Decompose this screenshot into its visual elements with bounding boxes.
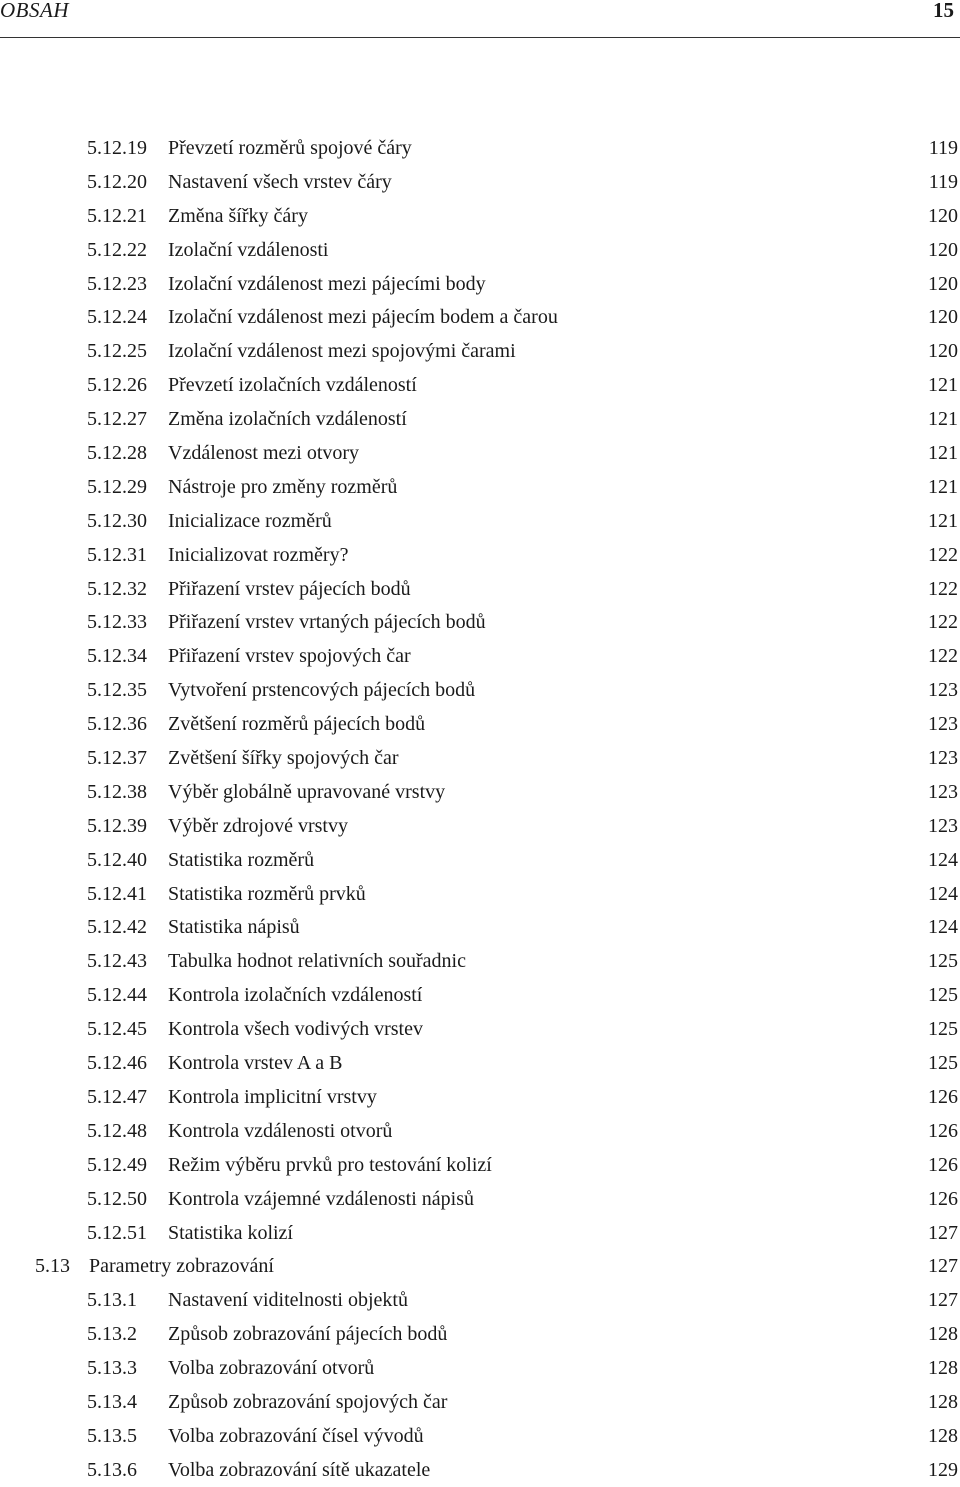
toc-entry-number: 5.12.37 xyxy=(87,747,147,770)
toc-entry-title: Nástroje pro změny rozměrů xyxy=(168,470,407,504)
toc-subsection-entry[interactable] xyxy=(0,538,960,572)
toc-entry-page: 120 xyxy=(910,300,958,334)
toc-subsection-entry[interactable] xyxy=(0,199,960,233)
toc-subsection-entry[interactable] xyxy=(0,470,960,504)
toc-entry-number: 5.13.4 xyxy=(87,1390,137,1413)
toc-entry-title: Způsob zobrazování spojových čar xyxy=(168,1385,457,1419)
toc-entry-number: 5.12.31 xyxy=(87,543,147,566)
toc-entry-page: 125 xyxy=(910,978,958,1012)
toc-entry-page: 120 xyxy=(910,233,958,267)
toc-entry-number: 5.13.1 xyxy=(87,1289,137,1312)
toc-subsection-entry[interactable] xyxy=(0,843,960,877)
toc-entry-title: Vytvoření prstencových pájecích bodů xyxy=(168,673,485,707)
toc-entry-page: 123 xyxy=(910,707,958,741)
toc-entry-page: 128 xyxy=(910,1419,958,1453)
toc-entry-number: 5.12.50 xyxy=(87,1187,147,1210)
toc-entry-number: 5.12.29 xyxy=(87,475,147,498)
toc-subsection-entry[interactable] xyxy=(0,809,960,843)
toc-entry-number: 5.12.26 xyxy=(87,374,147,397)
toc-entry-title: Kontrola vzájemné vzdálenosti nápisů xyxy=(168,1182,484,1216)
toc-entry-number: 5.12.38 xyxy=(87,780,147,803)
toc-entry-page: 121 xyxy=(910,504,958,538)
toc-entry-title: Kontrola vzdálenosti otvorů xyxy=(168,1114,402,1148)
toc-entry-title: Tabulka hodnot relativních souřadnic xyxy=(168,944,476,978)
toc-entry-number: 5.13 xyxy=(35,1255,70,1278)
toc-entry-number: 5.12.35 xyxy=(87,679,147,702)
toc-subsection-entry[interactable] xyxy=(0,131,960,165)
toc-entry-page: 125 xyxy=(910,1046,958,1080)
toc-entry-title: Režim výběru prvků pro testování kolizí xyxy=(168,1148,502,1182)
toc-entry-page: 128 xyxy=(910,1351,958,1385)
toc-entry-number: 5.12.25 xyxy=(87,340,147,363)
toc-entry-title: Výběr zdrojové vrstvy xyxy=(168,809,358,843)
toc-entry-title: Inicializace rozměrů xyxy=(168,504,342,538)
toc-entry-title: Nastavení všech vrstev čáry xyxy=(168,165,402,199)
toc-entry-number: 5.12.21 xyxy=(87,204,147,227)
toc-subsection-entry[interactable] xyxy=(0,1182,960,1216)
toc-subsection-entry[interactable] xyxy=(0,334,960,368)
running-header-title: OBSAH xyxy=(0,0,69,22)
toc-entry-title: Izolační vzdálenosti xyxy=(168,233,339,267)
toc-subsection-entry[interactable] xyxy=(0,1419,960,1453)
toc-entry-title: Přiřazení vrstev pájecích bodů xyxy=(168,572,421,606)
table-of-contents xyxy=(0,131,960,1487)
toc-entry-page: 125 xyxy=(910,944,958,978)
toc-subsection-entry[interactable] xyxy=(0,1216,960,1250)
toc-entry-title: Volba zobrazování otvorů xyxy=(168,1351,384,1385)
toc-entry-title: Vzdálenost mezi otvory xyxy=(168,436,369,470)
toc-entry-number: 5.13.3 xyxy=(87,1357,137,1380)
toc-entry-number: 5.12.19 xyxy=(87,137,147,159)
toc-subsection-entry[interactable] xyxy=(0,368,960,402)
toc-entry-page: 124 xyxy=(910,910,958,944)
toc-entry-title: Změna izolačních vzdáleností xyxy=(168,402,417,436)
toc-entry-title: Parametry zobrazování xyxy=(89,1249,284,1283)
toc-entry-number: 5.12.44 xyxy=(87,984,147,1007)
toc-entry-title: Volba zobrazování sítě ukazatele xyxy=(168,1453,440,1487)
toc-entry-title: Výběr globálně upravované vrstvy xyxy=(168,775,455,809)
toc-entry-page: 121 xyxy=(910,402,958,436)
toc-entry-page: 125 xyxy=(910,1012,958,1046)
toc-entry-title: Převzetí izolačních vzdáleností xyxy=(168,368,427,402)
toc-entry-number: 5.12.45 xyxy=(87,1018,147,1041)
toc-entry-title: Statistika rozměrů xyxy=(168,843,324,877)
toc-subsection-entry[interactable] xyxy=(0,504,960,538)
toc-entry-title: Přiřazení vrstev vrtaných pájecích bodů xyxy=(168,605,496,639)
toc-entry-page: 119 xyxy=(910,165,958,199)
toc-entry-number: 5.12.34 xyxy=(87,645,147,668)
toc-entry-page: 129 xyxy=(910,1453,958,1487)
toc-entry-number: 5.13.2 xyxy=(87,1323,137,1346)
toc-subsection-entry[interactable] xyxy=(0,165,960,199)
toc-entry-number: 5.12.39 xyxy=(87,814,147,837)
toc-entry-number: 5.12.23 xyxy=(87,272,147,295)
toc-subsection-entry[interactable] xyxy=(0,1351,960,1385)
toc-entry-number: 5.12.46 xyxy=(87,1052,147,1075)
toc-entry-page: 126 xyxy=(910,1080,958,1114)
toc-entry-page: 120 xyxy=(910,267,958,301)
toc-subsection-entry[interactable] xyxy=(0,1148,960,1182)
toc-entry-page: 127 xyxy=(910,1249,958,1283)
toc-entry-page: 121 xyxy=(910,436,958,470)
toc-subsection-entry[interactable] xyxy=(0,673,960,707)
toc-subsection-entry[interactable] xyxy=(0,1114,960,1148)
toc-entry-page: 120 xyxy=(910,199,958,233)
toc-entry-page: 126 xyxy=(910,1114,958,1148)
toc-entry-page: 119 xyxy=(910,131,958,165)
toc-entry-number: 5.12.36 xyxy=(87,713,147,736)
toc-entry-title: Kontrola všech vodivých vrstev xyxy=(168,1012,433,1046)
toc-subsection-entry[interactable] xyxy=(0,707,960,741)
toc-entry-number: 5.12.22 xyxy=(87,238,147,261)
toc-entry-title: Kontrola izolačních vzdáleností xyxy=(168,978,432,1012)
toc-entry-title: Izolační vzdálenost mezi pájecími body xyxy=(168,267,496,301)
toc-entry-page: 124 xyxy=(910,843,958,877)
toc-entry-number: 5.12.51 xyxy=(87,1221,147,1244)
toc-subsection-entry[interactable] xyxy=(0,605,960,639)
toc-entry-page: 124 xyxy=(910,877,958,911)
toc-subsection-entry[interactable] xyxy=(0,1080,960,1114)
toc-entry-number: 5.12.42 xyxy=(87,916,147,939)
toc-entry-number: 5.13.5 xyxy=(87,1424,137,1447)
toc-subsection-entry[interactable] xyxy=(0,1012,960,1046)
toc-entry-title: Zvětšení šířky spojových čar xyxy=(168,741,409,775)
toc-entry-number: 5.12.48 xyxy=(87,1119,147,1142)
toc-entry-page: 127 xyxy=(910,1216,958,1250)
toc-entry-title: Izolační vzdálenost mezi spojovými čarami xyxy=(168,334,526,368)
toc-subsection-entry[interactable] xyxy=(0,1046,960,1080)
header-rule xyxy=(0,37,960,38)
toc-entry-title: Kontrola implicitní vrstvy xyxy=(168,1080,387,1114)
toc-entry-title: Převzetí rozměrů spojové čáry xyxy=(168,131,422,165)
toc-entry-page: 121 xyxy=(910,368,958,402)
page-header xyxy=(0,0,960,38)
toc-entry-title: Izolační vzdálenost mezi pájecím bodem a čarou xyxy=(168,300,568,334)
toc-entry-title: Přiřazení vrstev spojových čar xyxy=(168,639,421,673)
toc-entry-title: Způsob zobrazování pájecích bodů xyxy=(168,1317,457,1351)
toc-entry-title: Statistika nápisů xyxy=(168,910,310,944)
toc-entry-page: 123 xyxy=(910,673,958,707)
toc-entry-title: Statistika rozměrů prvků xyxy=(168,877,376,911)
toc-entry-number: 5.12.40 xyxy=(87,848,147,871)
toc-entry-page: 121 xyxy=(910,470,958,504)
toc-entry-page: 120 xyxy=(910,334,958,368)
toc-entry-number: 5.12.30 xyxy=(87,509,147,532)
toc-entry-number: 5.13.6 xyxy=(87,1458,137,1481)
page-number: 15 xyxy=(933,0,954,22)
toc-entry-page: 122 xyxy=(910,605,958,639)
toc-entry-number: 5.12.27 xyxy=(87,408,147,431)
toc-subsection-entry[interactable] xyxy=(0,944,960,978)
toc-subsection-entry[interactable] xyxy=(0,436,960,470)
toc-entry-page: 123 xyxy=(910,809,958,843)
toc-subsection-entry[interactable] xyxy=(0,233,960,267)
toc-entry-page: 127 xyxy=(910,1283,958,1317)
toc-subsection-entry[interactable] xyxy=(0,775,960,809)
toc-entry-page: 126 xyxy=(910,1182,958,1216)
toc-subsection-entry[interactable] xyxy=(0,639,960,673)
toc-entry-page: 128 xyxy=(910,1317,958,1351)
toc-subsection-entry[interactable] xyxy=(0,300,960,334)
toc-subsection-entry[interactable] xyxy=(0,267,960,301)
toc-subsection-entry[interactable] xyxy=(0,741,960,775)
toc-subsection-entry[interactable] xyxy=(0,978,960,1012)
toc-subsection-entry[interactable] xyxy=(0,572,960,606)
toc-entry-page: 123 xyxy=(910,775,958,809)
toc-entry-number: 5.12.32 xyxy=(87,577,147,600)
toc-entry-number: 5.12.49 xyxy=(87,1153,147,1176)
toc-entry-title: Kontrola vrstev A a B xyxy=(168,1046,352,1080)
toc-entry-number: 5.12.33 xyxy=(87,611,147,634)
toc-subsection-entry[interactable] xyxy=(0,402,960,436)
toc-entry-title: Volba zobrazování čísel vývodů xyxy=(168,1419,434,1453)
toc-subsection-entry[interactable] xyxy=(0,1283,960,1317)
toc-section-entry[interactable] xyxy=(0,1249,960,1283)
toc-entry-number: 5.12.24 xyxy=(87,306,147,329)
toc-subsection-entry[interactable] xyxy=(0,1317,960,1351)
toc-entry-page: 126 xyxy=(910,1148,958,1182)
toc-entry-page: 122 xyxy=(910,538,958,572)
toc-entry-title: Nastavení viditelnosti objektů xyxy=(168,1283,418,1317)
toc-entry-title: Změna šířky čáry xyxy=(168,199,318,233)
toc-entry-title: Inicializovat rozměry? xyxy=(168,538,358,572)
toc-subsection-entry[interactable] xyxy=(0,1385,960,1419)
toc-entry-page: 122 xyxy=(910,572,958,606)
toc-entry-number: 5.12.20 xyxy=(87,170,147,193)
toc-subsection-entry[interactable] xyxy=(0,877,960,911)
toc-entry-title: Statistika kolizí xyxy=(168,1216,303,1250)
toc-entry-number: 5.12.41 xyxy=(87,882,147,905)
toc-entry-number: 5.12.43 xyxy=(87,950,147,973)
toc-entry-number: 5.12.47 xyxy=(87,1085,147,1108)
toc-subsection-entry[interactable] xyxy=(0,910,960,944)
toc-entry-page: 123 xyxy=(910,741,958,775)
toc-subsection-entry[interactable] xyxy=(0,1453,960,1487)
toc-entry-page: 122 xyxy=(910,639,958,673)
toc-entry-title: Zvětšení rozměrů pájecích bodů xyxy=(168,707,435,741)
toc-entry-page: 128 xyxy=(910,1385,958,1419)
toc-entry-number: 5.12.28 xyxy=(87,442,147,465)
